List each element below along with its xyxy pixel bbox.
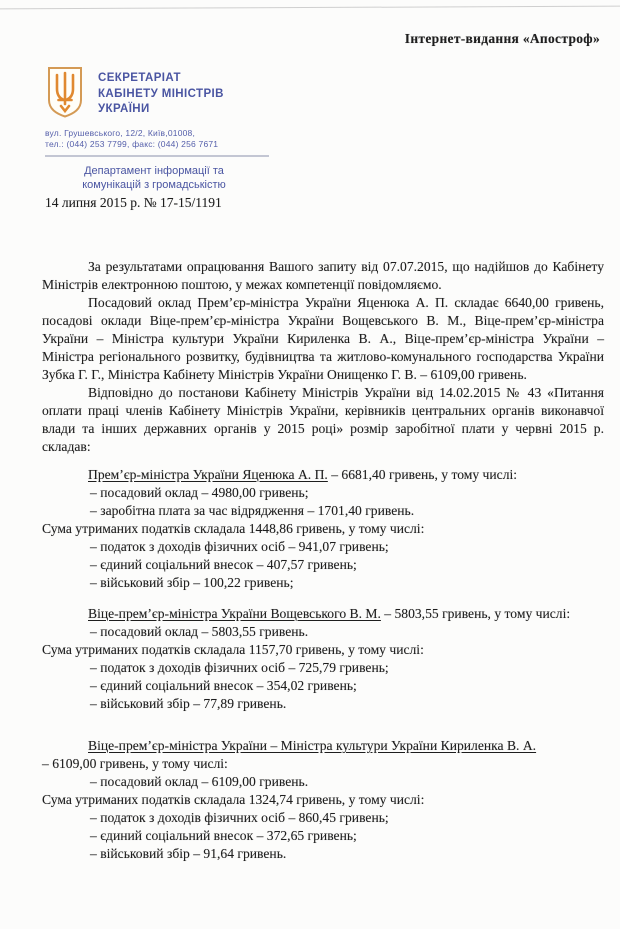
org-phone-line: тел.: (044) 253 7799, факс: (044) 256 7671 [45,139,219,149]
list-item: – заробітна плата за час відрядження – 1701,40 гривень. [90,503,415,518]
tax-summary: Сума утриманих податків складала 1324,74 гривень, у тому числі: [42,792,425,807]
org-name-line: УКРАЇНИ [98,103,150,115]
letter-body [42,258,604,863]
paragraph-salaries: Посадовий оклад Прем’єр-міністра України Яценюка А. П. складає 6640,00 гривень, посадові оклади Віце-прем’єр-міністра України Вощевського В. М., Віце-прем’єр-міністра України – Міністра культури України Кириленка В. А., Віце-прем’єр-міністра України – Міністра регіонального розвитку, будівництва та житлово-комунального господарства України Зубка Г. Г., Міністра Кабінету Міністрів України Онищенко Г. В. – 6109,00 гривень. [42,295,604,382]
date-reference-line: 14 липня 2015 р. № 17-15/1191 [45,195,222,210]
section-heading-name: Віце-прем’єр-міністра України Вощевського В. М. [88,606,381,621]
org-name [98,66,224,118]
salary-section-vice-pm-kyrylenko [42,737,604,863]
section-heading [42,605,604,623]
recipient-header: Інтернет-видання «Апостроф» [404,31,600,46]
salary-section-prime-minister [42,466,604,592]
list-item: – військовий збір – 100,22 гривень; [90,575,294,590]
org-name-line: СЕКРЕТАРІАТ [98,72,181,84]
paragraph-resolution: Відповідно до постанови Кабінету Міністрів України від 14.02.2015 № 43 «Питання оплати праці членів Кабінету Міністрів України, керівників центральних органів виконавчої влади та інших державних органів у 2015 році» розмір заробітної плати у червні 2015 р. складав: [42,385,604,454]
list-item: – податок з доходів фізичних осіб – 860,45 гривень; [90,810,389,825]
section-heading-amount: – 6109,00 гривень, у тому числі: [42,756,228,771]
letterhead [45,66,285,192]
letterhead-divider [45,155,269,157]
list-item: – податок з доходів фізичних осіб – 725,79 гривень; [90,660,389,675]
salary-section-vice-pm-voshchevskyi [42,605,604,713]
tax-summary: Сума утриманих податків складала 1157,70 гривень, у тому числі: [42,642,424,657]
list-item: – єдиний соціальний внесок – 407,57 гривень; [90,557,357,572]
org-address [45,128,285,150]
section-heading-name: Віце-прем’єр-міністра України – Міністра культури України Кириленка В. А. [88,738,537,753]
list-item: – єдиний соціальний внесок – 354,02 гривень; [90,678,357,693]
list-item: – посадовий оклад – 5803,55 гривень. [90,624,309,639]
list-item: – військовий збір – 91,64 гривень. [90,846,287,861]
tax-summary: Сума утриманих податків складала 1448,86 гривень, у тому числі: [42,521,425,536]
department-line: Департамент інформації та [84,165,224,177]
section-heading-name: Прем’єр-міністра України Яценюка А. П. [88,467,328,482]
section-heading [42,737,604,773]
org-address-line: вул. Грушевського, 12/2, Київ,01008, [45,128,196,138]
coat-of-arms-logo [45,66,85,119]
list-item: – посадовий оклад – 4980,00 гривень; [90,485,309,500]
list-item: – посадовий оклад – 6109,00 гривень. [90,774,309,789]
section-heading-amount: – 5803,55 гривень, у тому числі: [380,606,571,621]
list-item: – єдиний соціальний внесок – 372,65 гривень; [90,828,357,843]
list-item: – військовий збір – 77,89 гривень. [90,696,287,711]
org-name-line: КАБІНЕТУ МІНІСТРІВ [98,87,224,100]
tryzub-icon [45,66,85,119]
section-heading-amount: – 6681,40 гривень, у тому числі: [327,467,518,482]
department-name [45,164,263,192]
paragraph-intro: За результатами опрацювання Вашого запиту від 07.07.2015, що надійшов до Кабінету Міністрів електронною поштою, у межах компетенції повідомляємо. [42,259,604,292]
letterhead-top [45,66,285,119]
scan-artifact-line [0,6,620,10]
list-item: – податок з доходів фізичних осіб – 941,07 гривень; [90,539,389,554]
department-line: комунікацій з громадськістю [82,179,226,191]
section-heading [42,466,604,484]
